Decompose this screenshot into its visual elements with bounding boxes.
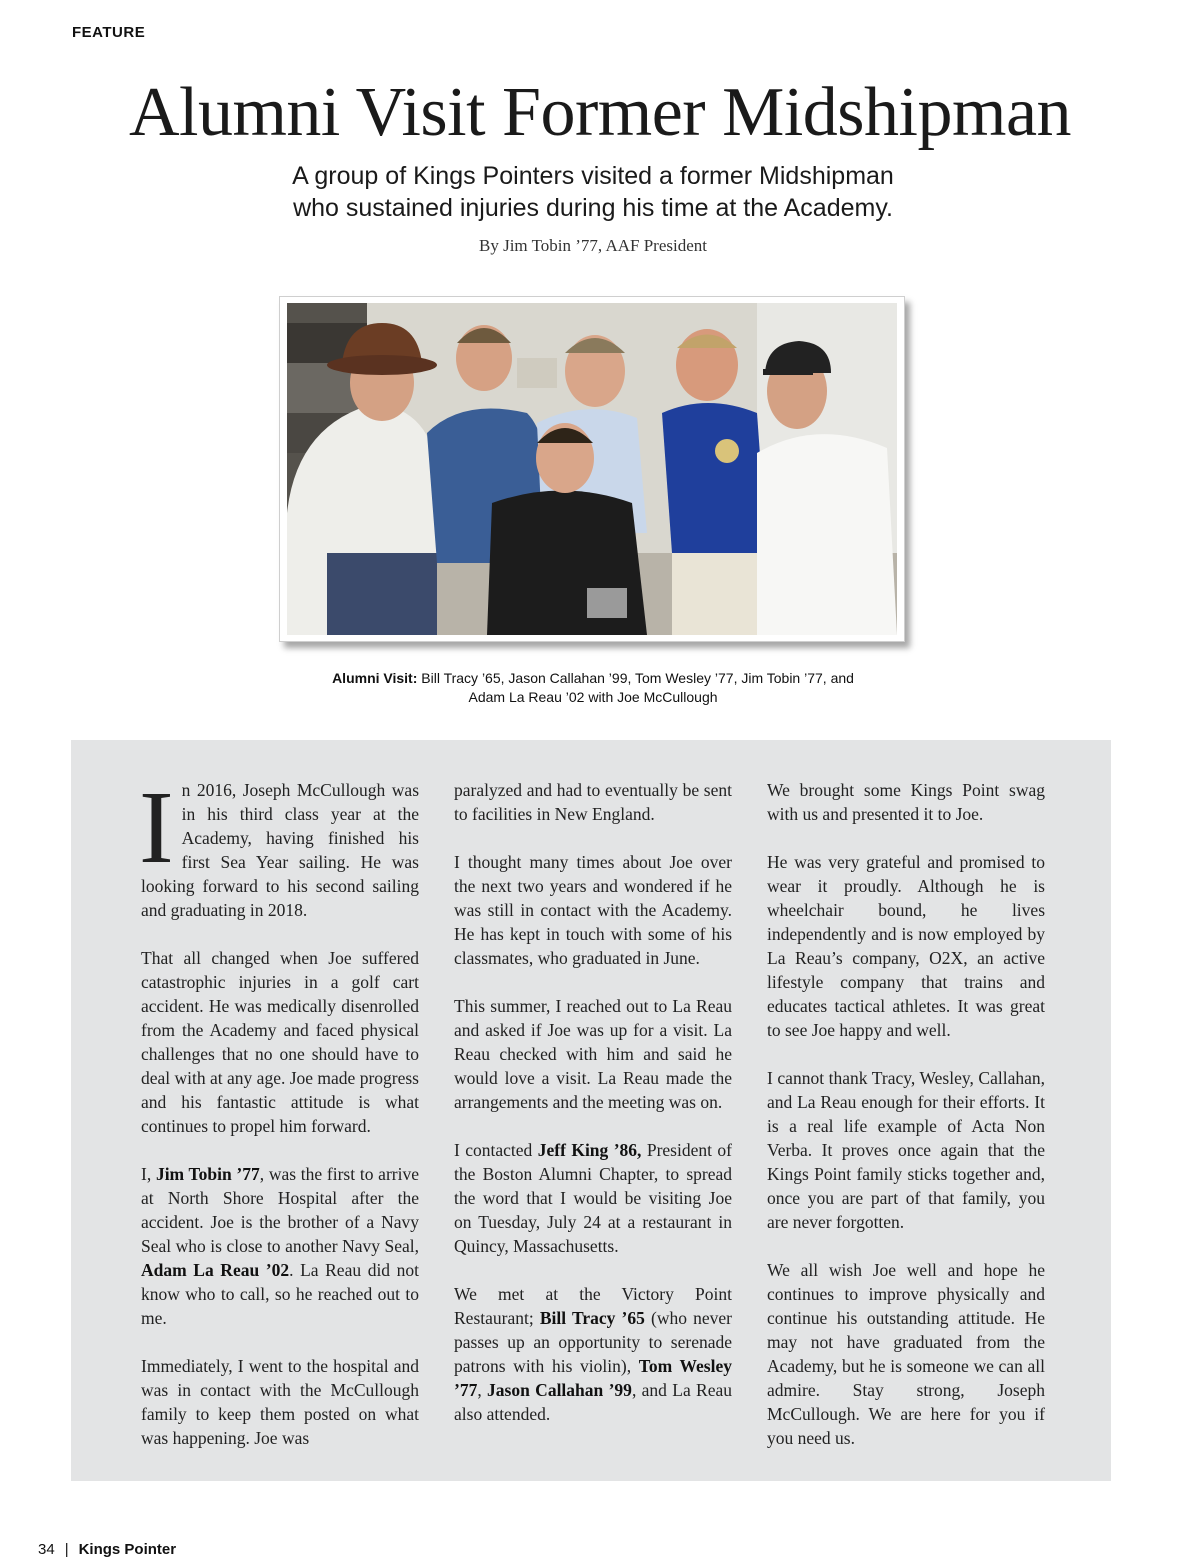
page-footer xyxy=(38,1541,176,1558)
paragraph: Immediately, I went to the hospital and was in contact with the McCullough family to keep them posted on what was happening. Joe was xyxy=(141,1356,419,1448)
article-column-2 xyxy=(454,778,732,1450)
subtitle-line-1: A group of Kings Pointers visited a former Midshipman xyxy=(292,162,894,190)
footer-separator: | xyxy=(64,1541,69,1558)
article-column-1 xyxy=(139,770,420,1474)
paragraph: This summer, I reached out to La Reau and asked if Joe was up for a visit. La Reau checked with him and said he would love a visit. La Reau made the arrangements and the meeting was on. xyxy=(454,996,732,1112)
caption-label: Alumni Visit: xyxy=(332,670,418,686)
paragraph xyxy=(454,1282,732,1426)
bold-name: Adam La Reau ’02 xyxy=(141,1260,290,1280)
article-column-3 xyxy=(767,778,1045,1474)
group-photo-image xyxy=(287,303,897,635)
subtitle-line-2: who sustained injuries during his time at the Academy. xyxy=(293,194,893,222)
paragraph xyxy=(454,1138,732,1258)
article-body-panel xyxy=(71,740,1111,1481)
bold-name: Bill Tracy ’65 xyxy=(539,1308,645,1328)
paragraph-text: I contacted xyxy=(454,1140,538,1160)
publication-name: Kings Pointer xyxy=(78,1541,177,1558)
paragraph-text: . La Reau did not know who to call, so he reached out to me. xyxy=(141,1260,420,1328)
bold-name: Jason Callahan ’99 xyxy=(487,1380,632,1400)
bold-name: Tom Wesley ’77 xyxy=(454,1356,733,1400)
paragraph: We all wish Joe well and hope he continues to improve physically and continue his outstanding attitude. He may not have graduated from the Academy, but he is someone we can all admire. Stay strong, Joseph McCullough. We are here for you if you need us. xyxy=(767,1260,1045,1448)
caption-text-1: Bill Tracy ’65, Jason Callahan ’99, Tom Wesley ’77, Jim Tobin ’77, and xyxy=(417,670,854,686)
drop-cap: I xyxy=(139,770,174,885)
paragraph-text: , and La Reau also attended. xyxy=(454,1380,733,1424)
bold-name: Jeff King ’86, xyxy=(537,1140,642,1160)
photo-caption xyxy=(0,669,1186,707)
paragraph-text: I, xyxy=(141,1164,156,1184)
paragraph: paralyzed and had to eventually be sent to facilities in New England. xyxy=(454,780,732,824)
paragraph: He was very grateful and promised to wear it proudly. Although he is wheelchair bound, he lives independently and is now employed by La Reau’s company, O2X, an active lifestyle company that trains and educates tactical athletes. It was great to see Joe happy and well. xyxy=(767,852,1045,1040)
paragraph-text: , xyxy=(477,1380,488,1400)
page-number: 34 xyxy=(38,1541,55,1558)
bold-name: Jim Tobin ’77 xyxy=(155,1164,260,1184)
paragraph: I thought many times about Joe over the next two years and wondered if he was still in contact with the Academy. He has kept in touch with some of his classmates, who graduated in June. xyxy=(454,852,732,968)
caption-line-2: Adam La Reau ’02 with Joe McCullough xyxy=(468,689,718,705)
paragraph: We brought some Kings Point swag with us and presented it to Joe. xyxy=(767,780,1045,824)
paragraph-text: President of the Boston Alumni Chapter, to spread the word that I would be visiting Joe on Tuesday, July 24 at a restaurant in Quincy, Massachusetts. xyxy=(454,1140,732,1256)
caption-line-1 xyxy=(0,669,1186,688)
paragraph-text: We met at the Victory Point Restaurant; xyxy=(454,1284,732,1328)
byline: By Jim Tobin ’77, AAF President xyxy=(478,236,707,255)
paragraph xyxy=(139,770,419,922)
article-subtitle xyxy=(0,160,1186,224)
paragraph xyxy=(141,1162,419,1330)
article-title: Alumni Visit Former Midshipman xyxy=(128,74,1072,151)
paragraph-text: (who never passes up an opportunity to serenade patrons with his violin), xyxy=(454,1308,732,1376)
section-label: FEATURE xyxy=(72,24,146,41)
paragraph: I cannot thank Tracy, Wesley, Callahan, and La Reau enough for their efforts. It is a real life example of Acta Non Verba. It proves once again that the Kings Point family sticks together and, once you are part of that family, you are never forgotten. xyxy=(767,1068,1045,1232)
paragraph-text: n 2016, Joseph McCullough was in his third class year at the Academy, having finished his first Sea Year sailing. He was looking forward to his second sailing and graduating in 2018. xyxy=(141,780,419,920)
paragraph-text: , was the first to arrive at North Shore Hospital after the accident. Joe is the brother of a Navy Seal who is close to another Navy Seal, xyxy=(141,1164,419,1256)
group-photo xyxy=(279,296,905,642)
paragraph: That all changed when Joe suffered catastrophic injuries in a golf cart accident. He was medically disenrolled from the Academy and faced physical challenges that no one should have to deal with at any age. Joe made progress and his fantastic attitude is what continues to propel him forward. xyxy=(141,948,419,1136)
